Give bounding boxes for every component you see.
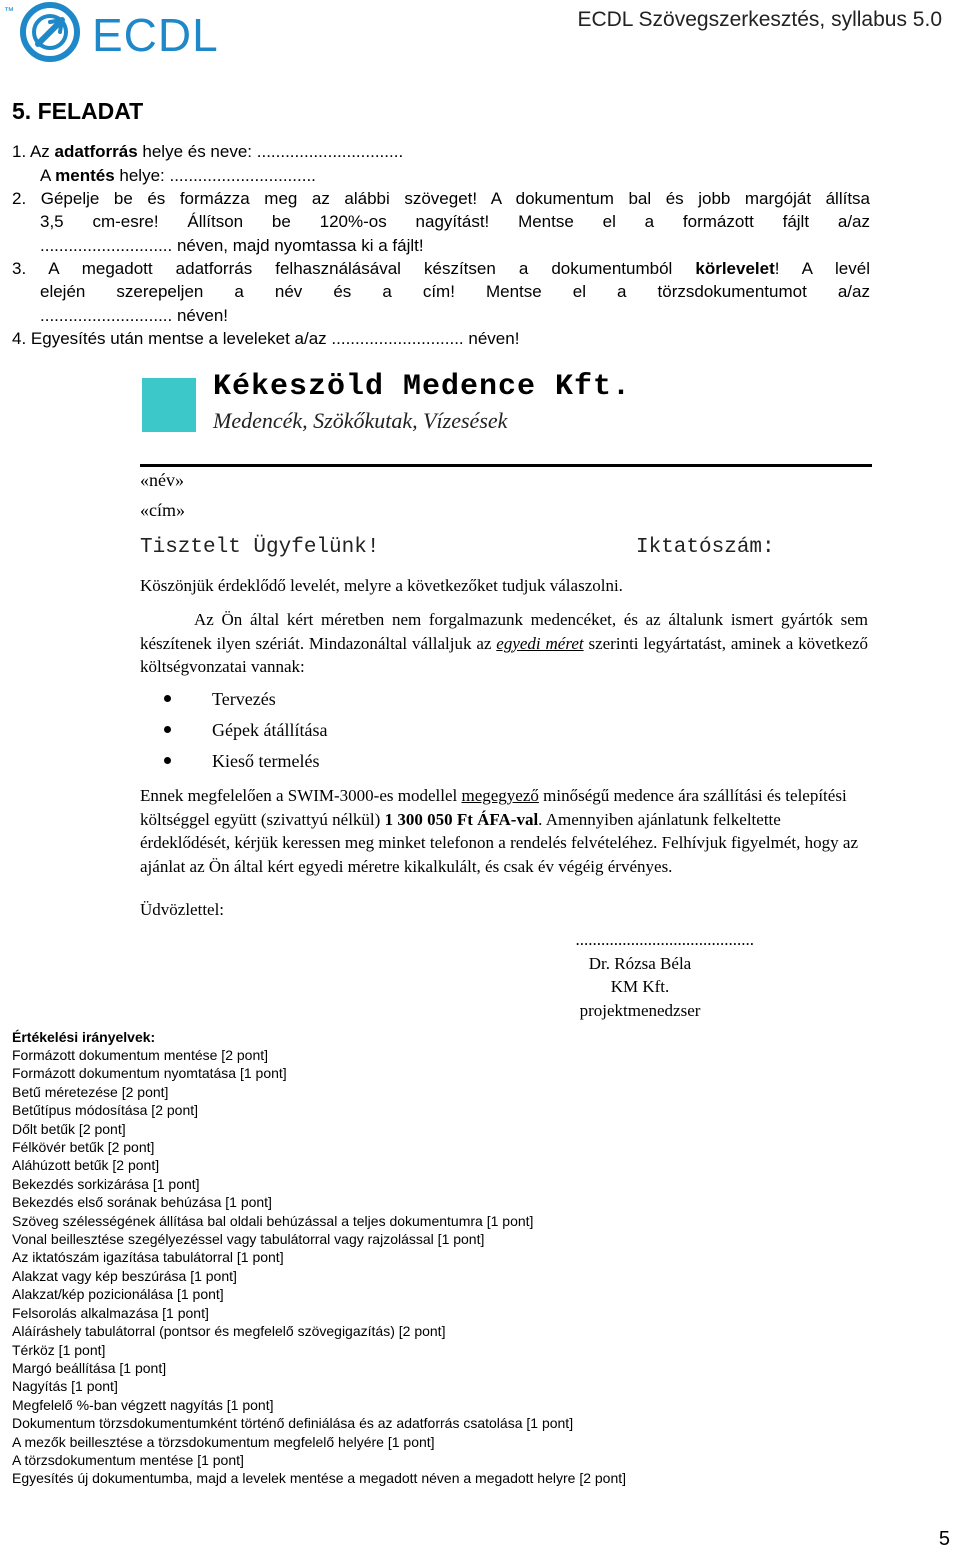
task-line: ............................ néven, majd nyomtassa ki a fájlt! (40, 236, 424, 255)
cost-list (140, 686, 540, 779)
list-item: Tervezés (140, 686, 540, 717)
list-item: Dőlt betűk [2 pont] (12, 1120, 126, 1137)
list-item: Margó beállítása [1 pont] (12, 1359, 167, 1376)
horizontal-rule (140, 464, 872, 467)
list-item: Bekezdés sorkizárása [1 pont] (12, 1175, 200, 1192)
list-item: Az iktatószám igazítása tabulátorral [1 pont] (12, 1249, 284, 1266)
evaluation-list (12, 1046, 626, 1488)
list-item: Alakzat/kép pozicionálása [1 pont] (12, 1286, 224, 1303)
page-number: 5 (938, 1528, 950, 1550)
list-item: A törzsdokumentum mentése [1 pont] (12, 1451, 244, 1468)
list-item: Félkövér betűk [2 pont] (12, 1139, 155, 1156)
signature-line: .......................................... (575, 930, 754, 949)
reference-number-label: Iktatószám: (636, 536, 775, 559)
list-item: Betűtípus módosítása [2 pont] (12, 1102, 199, 1119)
bullet-icon (164, 695, 171, 702)
list-item: Aláíráshely tabulátorral (pontsor és megfelelő szövegigazítás) [2 pont] (12, 1323, 446, 1340)
company-subtitle: Medencék, Szökőkutak, Vízesések (213, 408, 508, 433)
merge-field-name: «név» (140, 470, 184, 490)
task-line: 2. Gépelje be és formázza meg az alábbi szöveget! A dokumentum bal és jobb margóját állítsa (12, 189, 870, 208)
closing: Üdvözlettel: (140, 900, 225, 919)
list-item: A mezők beillesztése a törzsdokumentum megfelelő helyére [1 pont] (12, 1433, 435, 1450)
signature-company: KM Kft. (610, 977, 670, 996)
list-item: Szöveg szélességének állítása bal oldali behúzással a teljes dokumentumra [1 pont] (12, 1212, 534, 1229)
intro-sentence: Köszönjük érdeklődő levelét, melyre a következőket tudjuk válaszolni. (140, 576, 623, 595)
list-item: Dokumentum törzsdokumentumként történő definiálása és az adatforrás csatolása [1 pont] (12, 1415, 574, 1432)
task-title: 5. FELADAT (12, 98, 144, 124)
list-item: Felsorolás alkalmazása [1 pont] (12, 1304, 209, 1321)
bullet-icon (164, 757, 171, 764)
task-line: 3,5 cm-esre! Állítson be 120%-os nagyítást! Mentse el a formázott fájlt a/az (40, 212, 870, 231)
task-line: A mentés helye: ............................... (40, 166, 316, 185)
signature-block (500, 928, 780, 1022)
body-paragraph-1: Az Ön által kért méretben nem forgalmazunk medencéket, és az általunk ismert gyártók sem készítenek ilyen szériát. Mindazonáltal vállaljuk az egyedi méret szerinti legyártatást, aminek a következő költségvonzatai vannak: (140, 610, 869, 676)
list-item: Formázott dokumentum mentése [2 pont] (12, 1047, 269, 1063)
task-line: 3. A megadott adatforrás felhasználásával készítsen a dokumentumból körlevelet! A levél (12, 259, 870, 278)
list-item: Gépek átállítása (140, 717, 540, 748)
evaluation-title: Értékelési irányelvek: (12, 1029, 156, 1045)
task-line: 4. Egyesítés után mentse a leveleket a/az ............................ néven! (12, 329, 520, 348)
header-title: ECDL Szövegszerkesztés, syllabus 5.0 (577, 8, 942, 31)
list-item: Térköz [1 pont] (12, 1341, 106, 1358)
teal-square-shape (142, 378, 196, 432)
list-item: Vonal beillesztése szegélyezéssel vagy tabulátorral vagy rajzolással [1 pont] (12, 1231, 485, 1248)
logo-text: ECDL (92, 9, 219, 61)
list-item: Egyesítés új dokumentumba, majd a levelek mentése a megadott néven a megadott helyre [2 pont] (12, 1470, 627, 1487)
list-item: Aláhúzott betűk [2 pont] (12, 1157, 160, 1174)
body-paragraph-2: Ennek megfelelően a SWIM-3000-es modellel megegyező minőségű medence ára szállítási és telepítési költséggel együtt (szivattyú nélkül) 1 300 050 Ft ÁFA-val. Amennyiben ajánlatunk felkeltette érdeklődését, kérjük keressen meg minket telefonon a rendelés felvételéhez. Felhívjuk figyelmét, hogy az ajánlat az Ön által kért egyedi méretre kikalkulált, és csak év végéig érvényes. (140, 786, 858, 876)
merge-field-address: «cím» (140, 500, 185, 520)
task-line: elején szerepeljen a név és a cím! Mentse el a törzsdokumentumot a/az (40, 282, 870, 301)
task-line: 1. Az adatforrás helye és neve: ............................... (12, 142, 404, 161)
list-item: Betű méretezése [2 pont] (12, 1083, 169, 1100)
list-item: Formázott dokumentum nyomtatása [1 pont] (12, 1065, 287, 1082)
trademark-symbol: ™ (4, 6, 14, 17)
bullet-icon (164, 726, 171, 733)
list-item: Megfelelő %-ban végzett nagyítás [1 pont] (12, 1396, 274, 1413)
signature-role: projektmenedzser (579, 1000, 701, 1020)
greeting: Tisztelt Ügyfelünk! (140, 536, 380, 559)
signature-name: Dr. Rózsa Béla (588, 953, 692, 973)
list-item: Kieső termelés (140, 748, 540, 779)
list-item: Nagyítás [1 pont] (12, 1378, 118, 1395)
company-name: Kékeszöld Medence Kft. (213, 370, 632, 404)
list-item: Bekezdés első sorának behúzása [1 pont] (12, 1194, 272, 1211)
list-item: Alakzat vagy kép beszúrása [1 pont] (12, 1267, 237, 1284)
task-line: ............................ néven! (40, 306, 229, 325)
